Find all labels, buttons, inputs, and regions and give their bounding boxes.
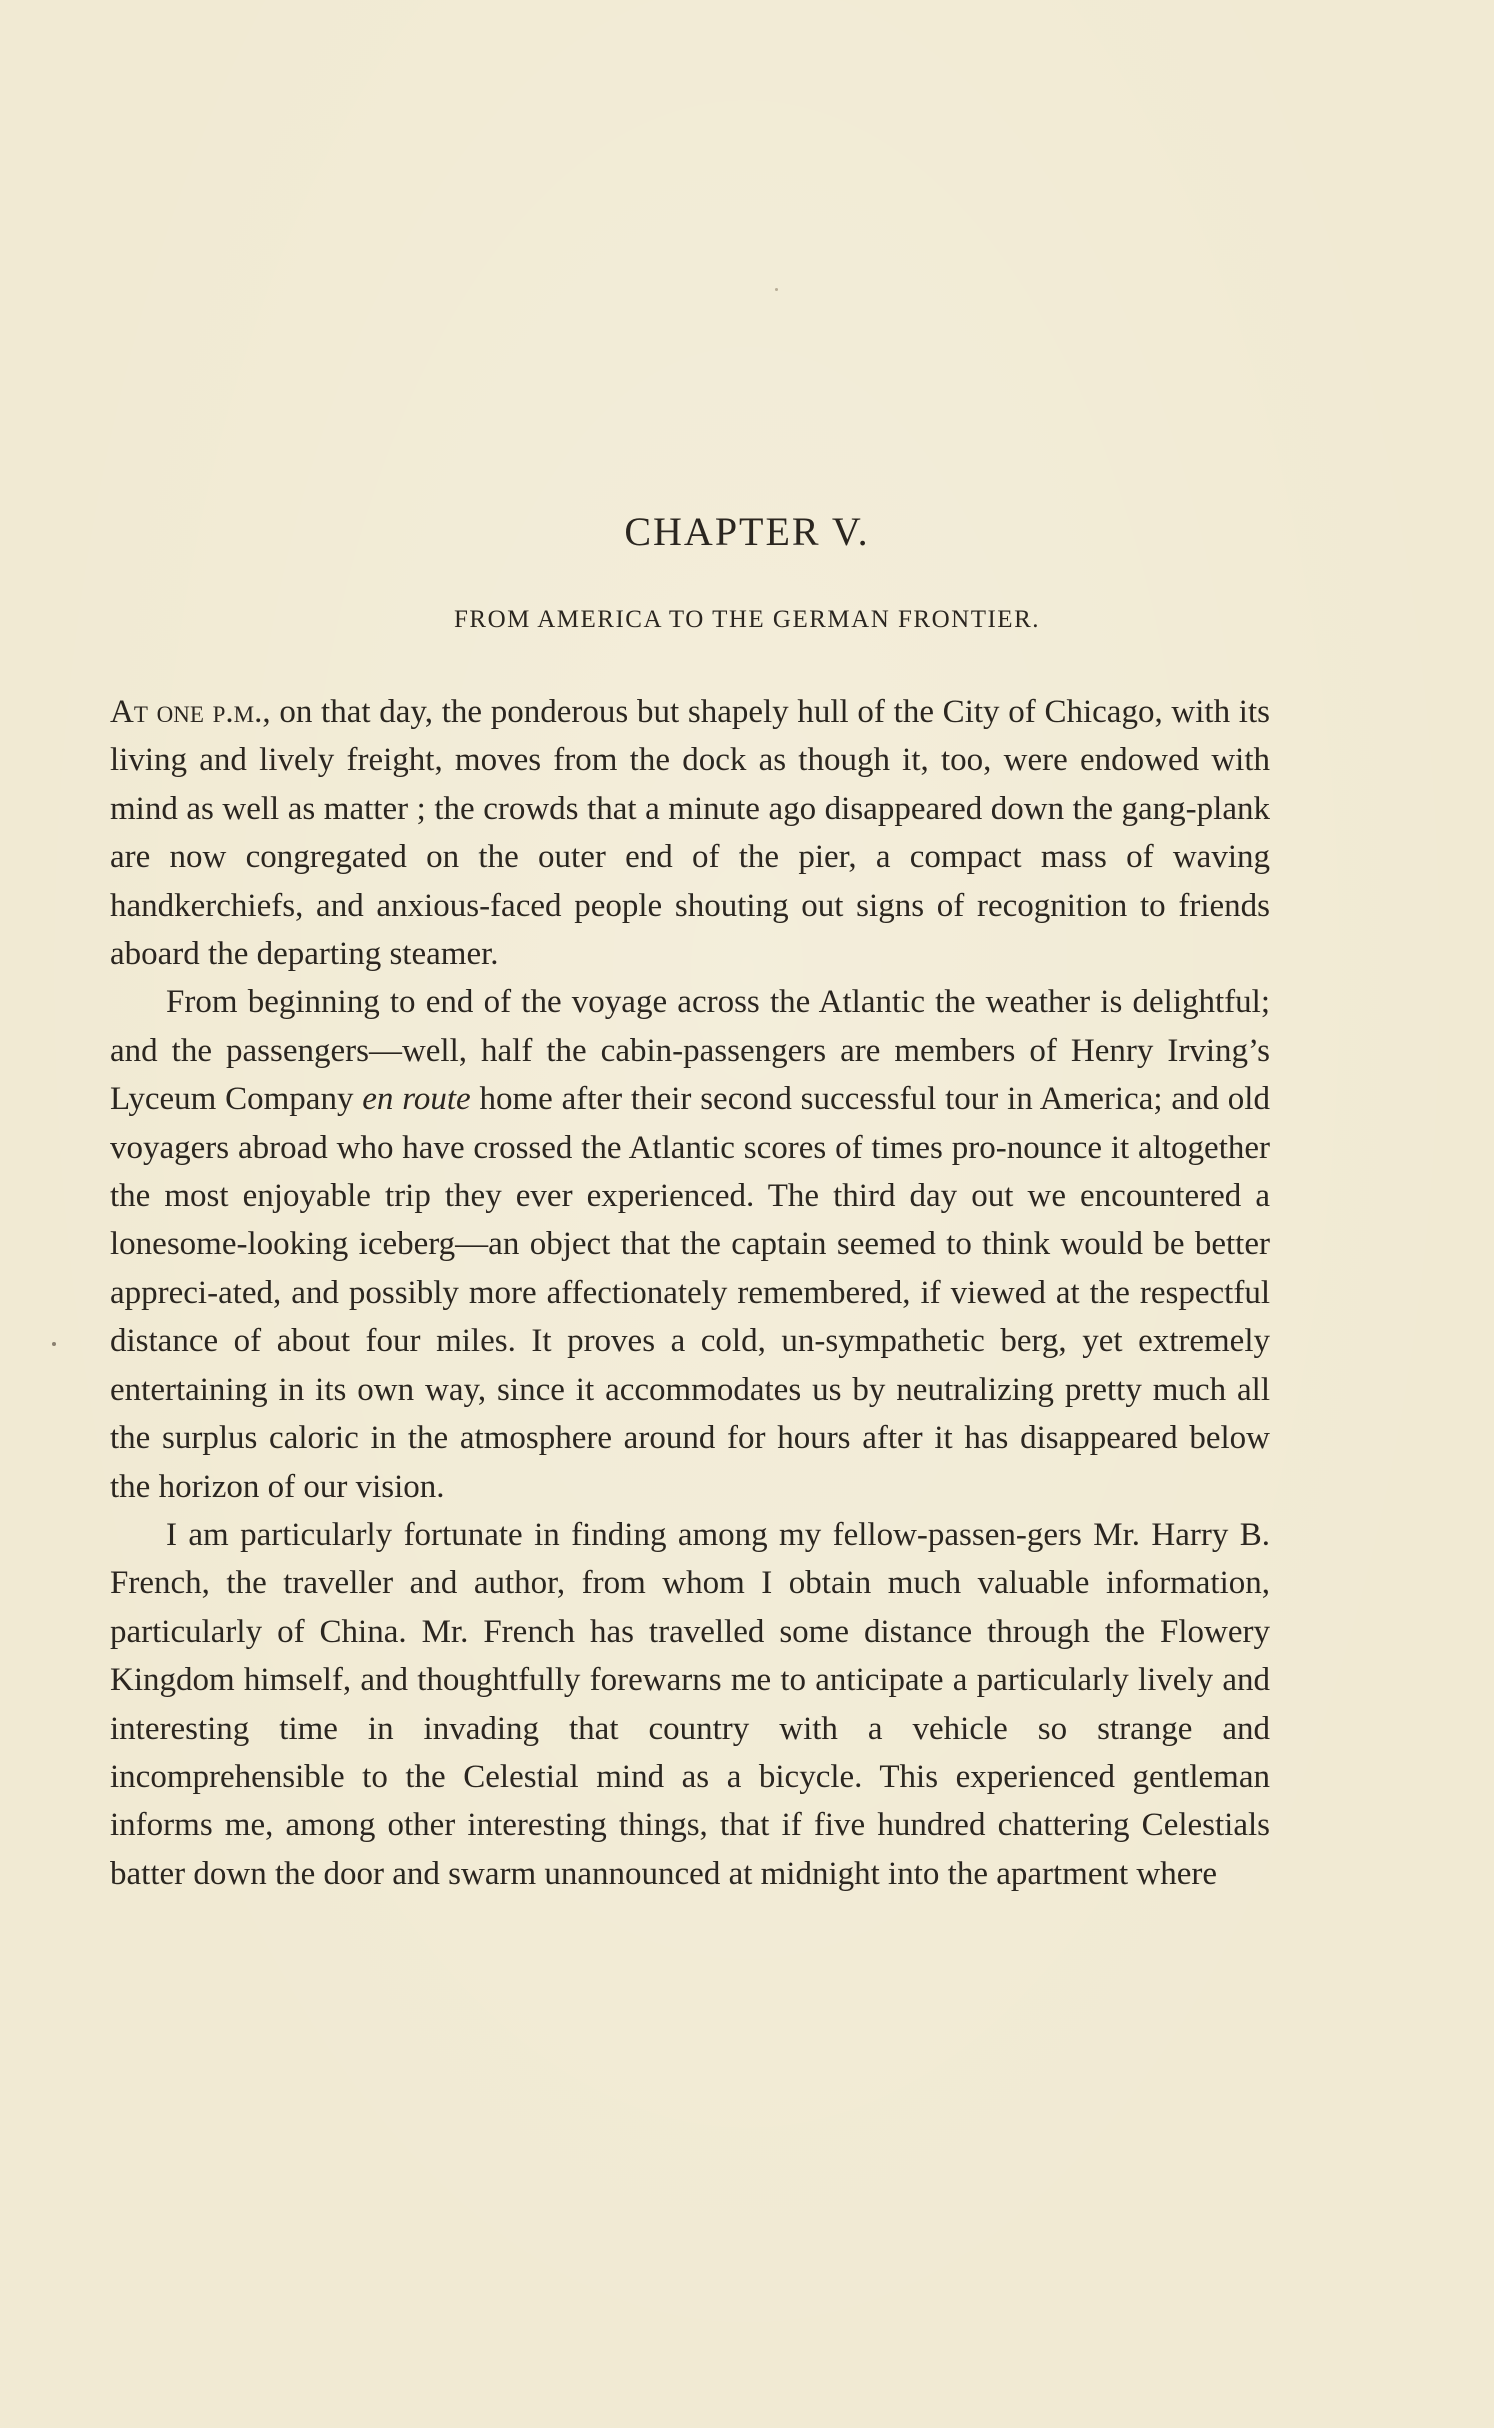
paragraph-1 [110,688,1270,978]
paragraph-2-italic: en route [362,1081,471,1118]
paragraph-1-text: on that day, the ponderous but shapely hull of the City of Chicago, with its living and lively freight, moves from the dock as though it, too, were endowed with mind as well as matter ; the crowds that a minute ago disappeared down the gang-plank are now congregated on the outer end of the pier, a compact mass of waving handkerchiefs, and anxious-faced people shouting out signs of recognition to friends aboard the departing steamer. [110,694,1270,973]
paragraph-3-text: I am particularly fortunate in finding among my fellow-passen-gers Mr. Harry B. French, the traveller and author, from whom I obtain much valuable information, particularly of China. Mr. French has travelled some distance through the Flowery Kingdom himself, and thoughtfully forewarns me to anticipate a particularly lively and interesting time in invading that country with a vehicle so strange and incomprehensible to the Celestial mind as a bicycle. This experienced gentleman informs me, among other interesting things, that if five hundred chattering Celestials batter down the door and swarm unannounced at midnight into the apartment where [110,1516,1270,1892]
paragraph-2-text-b: home after their second successful tour in America; and old voyagers abroad who have crossed the Atlantic scores of times pro-nounce it altogether the most enjoyable trip they ever experienced. The third day out we encountered a lonesome-looking iceberg—an object that the captain seemed to think would be better appreci-ated, and possibly more affectionately remembered, if viewed at the respectful distance of about four miles. It proves a cold, un-sympathetic berg, yet extremely entertaining in its own way, since it accommodates us by neutralizing pretty much all the surplus caloric in the atmosphere around for hours after it has disappeared below the horizon of our vision. [110,1081,1270,1505]
chapter-body [110,688,1270,1898]
paragraph-2 [110,978,1270,1510]
chapter-title: CHAPTER V. [624,509,870,554]
paper-speck [775,288,778,291]
paragraph-2-text-a: From beginning to end of the voyage across the Atlantic the weather is delightful; and the passengers—well, half the cabin-passengers are members of Henry Irving’s Lyceum Company [110,984,1270,1118]
paragraph-3 [110,1511,1270,1898]
margin-mark [52,1342,56,1346]
chapter-subtitle: FROM AMERICA TO THE GERMAN FRONTIER. [453,606,1041,633]
opening-smallcaps: At one p.m., [110,694,271,730]
